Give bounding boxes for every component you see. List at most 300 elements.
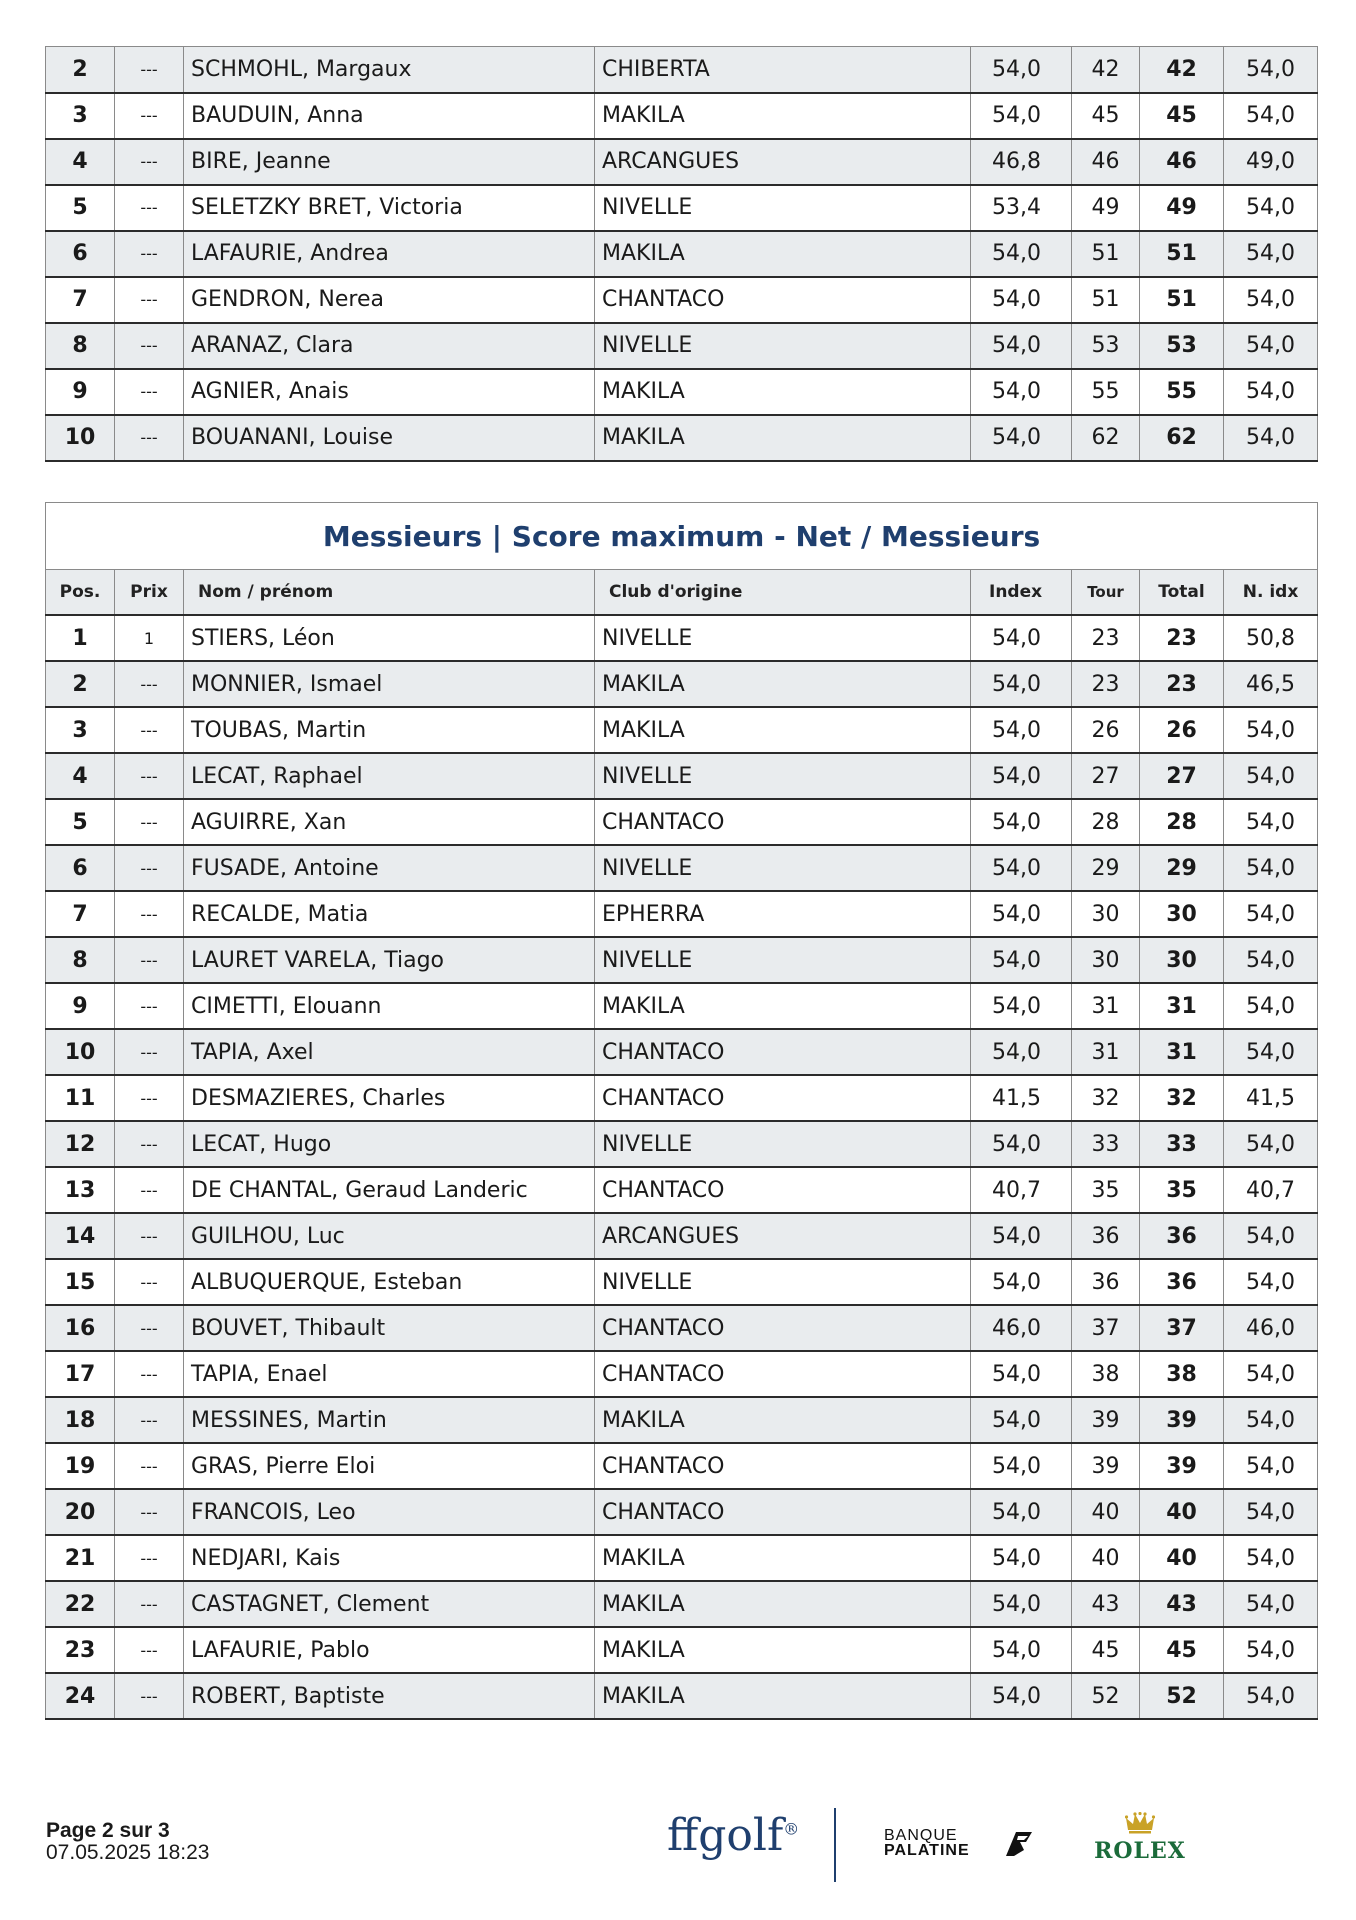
- round-score-cell: 30: [1072, 937, 1140, 983]
- total-score-cell: 45: [1140, 1627, 1224, 1673]
- total-score-cell: 39: [1140, 1397, 1224, 1443]
- new-index-cell: 54,0: [1224, 1213, 1318, 1259]
- index-cell: 54,0: [971, 799, 1072, 845]
- player-name-cell: BOUVET, Thibault: [184, 1305, 595, 1351]
- total-score-cell: 30: [1140, 937, 1224, 983]
- player-name-cell: FUSADE, Antoine: [184, 845, 595, 891]
- player-name-cell: AGUIRRE, Xan: [184, 799, 595, 845]
- table-row: [46, 1167, 1318, 1213]
- total-score-cell: 32: [1140, 1075, 1224, 1121]
- club-cell: MAKILA: [595, 93, 971, 139]
- table-row: [46, 323, 1318, 369]
- index-cell: 54,0: [971, 615, 1072, 661]
- new-index-cell: 54,0: [1224, 185, 1318, 231]
- table-row: [46, 139, 1318, 185]
- column-header-name: Nom / prénom: [184, 570, 595, 616]
- total-score-cell: 31: [1140, 1029, 1224, 1075]
- new-index-cell: 54,0: [1224, 323, 1318, 369]
- table-row: [46, 937, 1318, 983]
- new-index-cell: 54,0: [1224, 1121, 1318, 1167]
- round-score-cell: 35: [1072, 1167, 1140, 1213]
- prize-cell: 1: [115, 615, 184, 661]
- index-cell: 54,0: [971, 323, 1072, 369]
- prize-cell: ---: [115, 983, 184, 1029]
- position-cell: 16: [46, 1305, 115, 1351]
- index-cell: 54,0: [971, 661, 1072, 707]
- position-cell: 9: [46, 369, 115, 415]
- total-score-cell: 39: [1140, 1443, 1224, 1489]
- player-name-cell: MESSINES, Martin: [184, 1397, 595, 1443]
- index-cell: 54,0: [971, 1213, 1072, 1259]
- club-cell: NIVELLE: [595, 845, 971, 891]
- prize-cell: ---: [115, 1121, 184, 1167]
- player-name-cell: DESMAZIERES, Charles: [184, 1075, 595, 1121]
- prize-cell: ---: [115, 323, 184, 369]
- index-cell: 54,0: [971, 231, 1072, 277]
- palatine-emblem-icon: [1002, 1828, 1034, 1858]
- new-index-cell: 54,0: [1224, 1351, 1318, 1397]
- position-cell: 13: [46, 1167, 115, 1213]
- banque-logo-line1: BANQUE: [884, 1827, 958, 1844]
- position-cell: 5: [46, 799, 115, 845]
- position-cell: 18: [46, 1397, 115, 1443]
- player-name-cell: GUILHOU, Luc: [184, 1213, 595, 1259]
- position-cell: 10: [46, 415, 115, 461]
- table-row: [46, 1443, 1318, 1489]
- new-index-cell: 50,8: [1224, 615, 1318, 661]
- prize-cell: ---: [115, 1489, 184, 1535]
- new-index-cell: 54,0: [1224, 277, 1318, 323]
- prize-cell: ---: [115, 891, 184, 937]
- index-cell: 54,0: [971, 1443, 1072, 1489]
- index-cell: 46,8: [971, 139, 1072, 185]
- new-index-cell: 54,0: [1224, 1489, 1318, 1535]
- new-index-cell: 54,0: [1224, 1397, 1318, 1443]
- player-name-cell: ALBUQUERQUE, Esteban: [184, 1259, 595, 1305]
- index-cell: 54,0: [971, 1673, 1072, 1719]
- total-score-cell: 30: [1140, 891, 1224, 937]
- club-cell: EPHERRA: [595, 891, 971, 937]
- new-index-cell: 54,0: [1224, 415, 1318, 461]
- column-header-index: Index: [971, 570, 1072, 616]
- club-cell: MAKILA: [595, 369, 971, 415]
- prize-cell: ---: [115, 1167, 184, 1213]
- position-cell: 5: [46, 185, 115, 231]
- round-score-cell: 32: [1072, 1075, 1140, 1121]
- position-cell: 2: [46, 47, 115, 93]
- total-score-cell: 36: [1140, 1259, 1224, 1305]
- index-cell: 53,4: [971, 185, 1072, 231]
- table-row: [46, 1581, 1318, 1627]
- table-row: [46, 277, 1318, 323]
- round-score-cell: 49: [1072, 185, 1140, 231]
- club-cell: MAKILA: [595, 1397, 971, 1443]
- index-cell: 54,0: [971, 47, 1072, 93]
- total-score-cell: 40: [1140, 1489, 1224, 1535]
- index-cell: 54,0: [971, 753, 1072, 799]
- index-cell: 46,0: [971, 1305, 1072, 1351]
- prize-cell: ---: [115, 47, 184, 93]
- column-header-pos: Pos.: [46, 570, 115, 616]
- total-score-cell: 45: [1140, 93, 1224, 139]
- club-cell: MAKILA: [595, 983, 971, 1029]
- new-index-cell: 54,0: [1224, 1581, 1318, 1627]
- table-row: [46, 1489, 1318, 1535]
- total-score-cell: 55: [1140, 369, 1224, 415]
- table-row: [46, 707, 1318, 753]
- position-cell: 14: [46, 1213, 115, 1259]
- round-score-cell: 36: [1072, 1213, 1140, 1259]
- total-score-cell: 40: [1140, 1535, 1224, 1581]
- table-row: [46, 1213, 1318, 1259]
- table-row: [46, 93, 1318, 139]
- club-cell: CHANTACO: [595, 1351, 971, 1397]
- round-score-cell: 55: [1072, 369, 1140, 415]
- new-index-cell: 54,0: [1224, 1029, 1318, 1075]
- new-index-cell: 54,0: [1224, 983, 1318, 1029]
- prize-cell: ---: [115, 185, 184, 231]
- position-cell: 1: [46, 615, 115, 661]
- total-score-cell: 23: [1140, 615, 1224, 661]
- ffgolf-logo: ffgolf®: [667, 1810, 800, 1861]
- new-index-cell: 54,0: [1224, 1673, 1318, 1719]
- new-index-cell: 54,0: [1224, 937, 1318, 983]
- page-footer-info: [46, 1820, 210, 1864]
- round-score-cell: 53: [1072, 323, 1140, 369]
- total-score-cell: 42: [1140, 47, 1224, 93]
- player-name-cell: SELETZKY BRET, Victoria: [184, 185, 595, 231]
- index-cell: 54,0: [971, 937, 1072, 983]
- round-score-cell: 52: [1072, 1673, 1140, 1719]
- total-score-cell: 43: [1140, 1581, 1224, 1627]
- round-score-cell: 62: [1072, 415, 1140, 461]
- round-score-cell: 23: [1072, 615, 1140, 661]
- player-name-cell: ARANAZ, Clara: [184, 323, 595, 369]
- new-index-cell: 54,0: [1224, 707, 1318, 753]
- prize-cell: ---: [115, 369, 184, 415]
- table-row: [46, 1397, 1318, 1443]
- player-name-cell: RECALDE, Matia: [184, 891, 595, 937]
- table-row: [46, 1305, 1318, 1351]
- banque-logo-line2: PALATINE: [884, 1842, 970, 1859]
- table-row: [46, 1029, 1318, 1075]
- round-score-cell: 45: [1072, 93, 1140, 139]
- club-cell: CHANTACO: [595, 799, 971, 845]
- round-score-cell: 28: [1072, 799, 1140, 845]
- prize-cell: ---: [115, 1627, 184, 1673]
- player-name-cell: FRANCOIS, Leo: [184, 1489, 595, 1535]
- round-score-cell: 51: [1072, 277, 1140, 323]
- club-cell: MAKILA: [595, 1535, 971, 1581]
- new-index-cell: 54,0: [1224, 1259, 1318, 1305]
- position-cell: 19: [46, 1443, 115, 1489]
- total-score-cell: 27: [1140, 753, 1224, 799]
- club-cell: CHANTACO: [595, 277, 971, 323]
- player-name-cell: AGNIER, Anais: [184, 369, 595, 415]
- position-cell: 2: [46, 661, 115, 707]
- player-name-cell: LAURET VARELA, Tiago: [184, 937, 595, 983]
- player-name-cell: STIERS, Léon: [184, 615, 595, 661]
- table-row: [46, 47, 1318, 93]
- club-cell: MAKILA: [595, 1627, 971, 1673]
- column-header-nidx: N. idx: [1224, 570, 1318, 616]
- index-cell: 54,0: [971, 369, 1072, 415]
- round-score-cell: 31: [1072, 983, 1140, 1029]
- new-index-cell: 54,0: [1224, 845, 1318, 891]
- club-cell: MAKILA: [595, 1581, 971, 1627]
- club-cell: NIVELLE: [595, 1259, 971, 1305]
- player-name-cell: ROBERT, Baptiste: [184, 1673, 595, 1719]
- prize-cell: ---: [115, 415, 184, 461]
- prize-cell: ---: [115, 799, 184, 845]
- index-cell: 54,0: [971, 415, 1072, 461]
- prize-cell: ---: [115, 1535, 184, 1581]
- club-cell: MAKILA: [595, 1673, 971, 1719]
- club-cell: CHANTACO: [595, 1305, 971, 1351]
- new-index-cell: 49,0: [1224, 139, 1318, 185]
- table-row: [46, 753, 1318, 799]
- round-score-cell: 26: [1072, 707, 1140, 753]
- player-name-cell: CASTAGNET, Clement: [184, 1581, 595, 1627]
- position-cell: 3: [46, 93, 115, 139]
- position-cell: 9: [46, 983, 115, 1029]
- new-index-cell: 54,0: [1224, 799, 1318, 845]
- club-cell: NIVELLE: [595, 937, 971, 983]
- prize-cell: ---: [115, 277, 184, 323]
- club-cell: ARCANGUES: [595, 139, 971, 185]
- position-cell: 6: [46, 231, 115, 277]
- position-cell: 4: [46, 139, 115, 185]
- previous-results-table: [45, 46, 1318, 462]
- round-score-cell: 23: [1072, 661, 1140, 707]
- table-row: [46, 415, 1318, 461]
- position-cell: 23: [46, 1627, 115, 1673]
- prize-cell: ---: [115, 1213, 184, 1259]
- total-score-cell: 35: [1140, 1167, 1224, 1213]
- index-cell: 54,0: [971, 277, 1072, 323]
- position-cell: 21: [46, 1535, 115, 1581]
- club-cell: NIVELLE: [595, 323, 971, 369]
- logo-divider: [834, 1808, 836, 1882]
- crown-icon: [1125, 1812, 1155, 1834]
- player-name-cell: GENDRON, Nerea: [184, 277, 595, 323]
- player-name-cell: SCHMOHL, Margaux: [184, 47, 595, 93]
- position-cell: 6: [46, 845, 115, 891]
- total-score-cell: 36: [1140, 1213, 1224, 1259]
- round-score-cell: 40: [1072, 1489, 1140, 1535]
- position-cell: 22: [46, 1581, 115, 1627]
- prize-cell: ---: [115, 1305, 184, 1351]
- new-index-cell: 54,0: [1224, 93, 1318, 139]
- position-cell: 7: [46, 277, 115, 323]
- prize-cell: ---: [115, 231, 184, 277]
- total-score-cell: 53: [1140, 323, 1224, 369]
- position-cell: 11: [46, 1075, 115, 1121]
- club-cell: NIVELLE: [595, 615, 971, 661]
- round-score-cell: 36: [1072, 1259, 1140, 1305]
- player-name-cell: GRAS, Pierre Eloi: [184, 1443, 595, 1489]
- total-score-cell: 38: [1140, 1351, 1224, 1397]
- table-row: [46, 1535, 1318, 1581]
- prize-cell: ---: [115, 753, 184, 799]
- table-title: Messieurs | Score maximum - Net / Messieurs: [46, 503, 1318, 570]
- table-row: [46, 891, 1318, 937]
- rolex-logo: [1090, 1812, 1190, 1864]
- club-cell: CHANTACO: [595, 1443, 971, 1489]
- index-cell: 54,0: [971, 845, 1072, 891]
- total-score-cell: 28: [1140, 799, 1224, 845]
- player-name-cell: NEDJARI, Kais: [184, 1535, 595, 1581]
- messieurs-results-table: [45, 502, 1318, 1720]
- new-index-cell: 54,0: [1224, 369, 1318, 415]
- round-score-cell: 33: [1072, 1121, 1140, 1167]
- table-row: [46, 845, 1318, 891]
- table-header-row: [46, 570, 1318, 616]
- new-index-cell: 54,0: [1224, 891, 1318, 937]
- index-cell: 54,0: [971, 891, 1072, 937]
- column-header-club: Club d'origine: [595, 570, 971, 616]
- new-index-cell: 54,0: [1224, 1443, 1318, 1489]
- prize-cell: ---: [115, 1259, 184, 1305]
- position-cell: 15: [46, 1259, 115, 1305]
- prize-cell: ---: [115, 1029, 184, 1075]
- club-cell: CHANTACO: [595, 1075, 971, 1121]
- player-name-cell: LECAT, Hugo: [184, 1121, 595, 1167]
- player-name-cell: BOUANANI, Louise: [184, 415, 595, 461]
- total-score-cell: 26: [1140, 707, 1224, 753]
- prize-cell: ---: [115, 1397, 184, 1443]
- page-number: Page 2 sur 3: [46, 1819, 170, 1842]
- new-index-cell: 40,7: [1224, 1167, 1318, 1213]
- new-index-cell: 54,0: [1224, 47, 1318, 93]
- total-score-cell: 23: [1140, 661, 1224, 707]
- round-score-cell: 45: [1072, 1627, 1140, 1673]
- table-row: [46, 661, 1318, 707]
- round-score-cell: 40: [1072, 1535, 1140, 1581]
- club-cell: CHANTACO: [595, 1029, 971, 1075]
- table-row: [46, 799, 1318, 845]
- index-cell: 54,0: [971, 1535, 1072, 1581]
- club-cell: CHANTACO: [595, 1489, 971, 1535]
- index-cell: 41,5: [971, 1075, 1072, 1121]
- prize-cell: ---: [115, 93, 184, 139]
- index-cell: 54,0: [971, 1581, 1072, 1627]
- player-name-cell: TOUBAS, Martin: [184, 707, 595, 753]
- table-row: [46, 1673, 1318, 1719]
- player-name-cell: TAPIA, Axel: [184, 1029, 595, 1075]
- round-score-cell: 27: [1072, 753, 1140, 799]
- position-cell: 20: [46, 1489, 115, 1535]
- table-row: [46, 231, 1318, 277]
- player-name-cell: LAFAURIE, Pablo: [184, 1627, 595, 1673]
- club-cell: MAKILA: [595, 707, 971, 753]
- position-cell: 17: [46, 1351, 115, 1397]
- prize-cell: ---: [115, 1443, 184, 1489]
- round-score-cell: 51: [1072, 231, 1140, 277]
- table-row: [46, 1259, 1318, 1305]
- player-name-cell: TAPIA, Enael: [184, 1351, 595, 1397]
- prize-cell: ---: [115, 1673, 184, 1719]
- round-score-cell: 42: [1072, 47, 1140, 93]
- position-cell: 24: [46, 1673, 115, 1719]
- club-cell: MAKILA: [595, 231, 971, 277]
- player-name-cell: LECAT, Raphael: [184, 753, 595, 799]
- new-index-cell: 54,0: [1224, 753, 1318, 799]
- prize-cell: ---: [115, 661, 184, 707]
- index-cell: 54,0: [971, 1397, 1072, 1443]
- index-cell: 54,0: [971, 1627, 1072, 1673]
- club-cell: NIVELLE: [595, 1121, 971, 1167]
- rolex-wordmark: ROLEX: [1094, 1838, 1186, 1864]
- position-cell: 8: [46, 937, 115, 983]
- new-index-cell: 46,0: [1224, 1305, 1318, 1351]
- new-index-cell: 54,0: [1224, 231, 1318, 277]
- total-score-cell: 29: [1140, 845, 1224, 891]
- position-cell: 7: [46, 891, 115, 937]
- table-row: [46, 983, 1318, 1029]
- prize-cell: ---: [115, 1581, 184, 1627]
- round-score-cell: 43: [1072, 1581, 1140, 1627]
- table-row: [46, 1627, 1318, 1673]
- position-cell: 3: [46, 707, 115, 753]
- new-index-cell: 54,0: [1224, 1627, 1318, 1673]
- total-score-cell: 33: [1140, 1121, 1224, 1167]
- round-score-cell: 46: [1072, 139, 1140, 185]
- total-score-cell: 52: [1140, 1673, 1224, 1719]
- new-index-cell: 46,5: [1224, 661, 1318, 707]
- position-cell: 4: [46, 753, 115, 799]
- total-score-cell: 62: [1140, 415, 1224, 461]
- new-index-cell: 54,0: [1224, 1535, 1318, 1581]
- position-cell: 10: [46, 1029, 115, 1075]
- table-row: [46, 185, 1318, 231]
- club-cell: CHIBERTA: [595, 47, 971, 93]
- prize-cell: ---: [115, 1075, 184, 1121]
- prize-cell: ---: [115, 1351, 184, 1397]
- round-score-cell: 39: [1072, 1397, 1140, 1443]
- column-header-prix: Prix: [115, 570, 184, 616]
- total-score-cell: 49: [1140, 185, 1224, 231]
- table-row: [46, 1075, 1318, 1121]
- index-cell: 54,0: [971, 707, 1072, 753]
- player-name-cell: DE CHANTAL, Geraud Landeric: [184, 1167, 595, 1213]
- round-score-cell: 29: [1072, 845, 1140, 891]
- player-name-cell: BAUDUIN, Anna: [184, 93, 595, 139]
- round-score-cell: 38: [1072, 1351, 1140, 1397]
- club-cell: CHANTACO: [595, 1167, 971, 1213]
- index-cell: 54,0: [971, 1489, 1072, 1535]
- round-score-cell: 31: [1072, 1029, 1140, 1075]
- round-score-cell: 30: [1072, 891, 1140, 937]
- total-score-cell: 51: [1140, 277, 1224, 323]
- prize-cell: ---: [115, 937, 184, 983]
- player-name-cell: MONNIER, Ismael: [184, 661, 595, 707]
- prize-cell: ---: [115, 139, 184, 185]
- table-row: [46, 1351, 1318, 1397]
- index-cell: 54,0: [971, 1351, 1072, 1397]
- player-name-cell: BIRE, Jeanne: [184, 139, 595, 185]
- total-score-cell: 51: [1140, 231, 1224, 277]
- table-row: [46, 615, 1318, 661]
- column-header-total: Total: [1140, 570, 1224, 616]
- total-score-cell: 46: [1140, 139, 1224, 185]
- index-cell: 54,0: [971, 1029, 1072, 1075]
- column-header-tour: Tour: [1072, 570, 1140, 616]
- table-row: [46, 369, 1318, 415]
- total-score-cell: 37: [1140, 1305, 1224, 1351]
- player-name-cell: CIMETTI, Elouann: [184, 983, 595, 1029]
- index-cell: 54,0: [971, 1259, 1072, 1305]
